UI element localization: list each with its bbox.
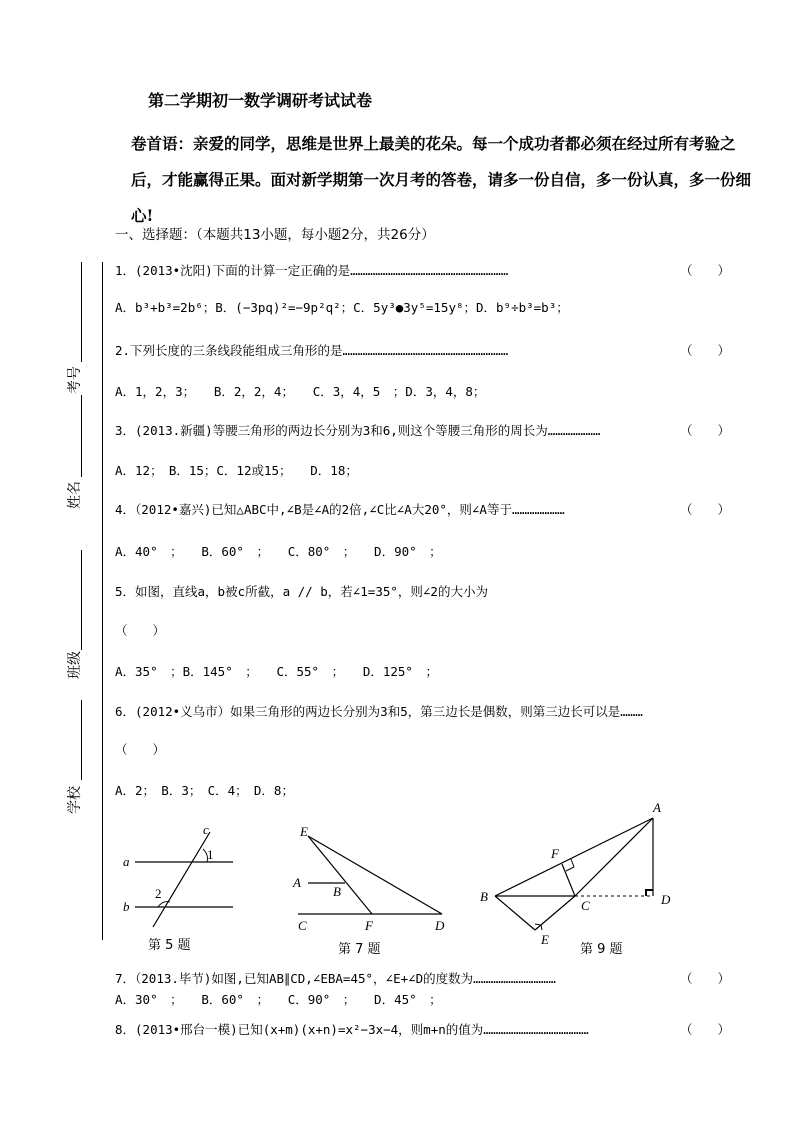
figure-9 bbox=[475, 798, 690, 950]
section-heading: 一、选择题：（本题共13小题，每小题2分，共26分） bbox=[115, 227, 435, 243]
fig9-label-C: C bbox=[581, 898, 590, 913]
question-2-options: A．1，2，3； B．2，2，4； C．3，4，5 ；D．3，4，8； bbox=[115, 384, 486, 399]
figure-7-caption: 第 7 题 bbox=[338, 942, 381, 957]
question-1-options bbox=[115, 298, 569, 316]
xuexiao-line bbox=[81, 700, 82, 780]
preface: 卷首语：亲爱的同学，思维是世界上最美的花朵。每一个成功者都必须在经过所有考验之后，才能赢得正果。面对新学期第一次月考的答卷，请多一份自信，多一份认真，多一份细心! bbox=[131, 134, 752, 225]
question-8-stem: 8．(2013•邢台一模)已知(x+m)(x+n)=x²−3x−4，则m+n的值为…………………………………… bbox=[115, 1022, 589, 1037]
banji-line bbox=[81, 550, 82, 650]
figure-9-caption: 第 9 题 bbox=[580, 942, 623, 957]
question-2-stem: 2.下列长度的三条线段能组成三角形的是………………………………………………………… bbox=[115, 343, 509, 358]
question-6-paren: （ ） bbox=[115, 742, 166, 757]
fig5-label-1: 1 bbox=[207, 847, 214, 862]
figure-5 bbox=[115, 822, 245, 932]
fig5-label-2: 2 bbox=[155, 886, 162, 901]
question-4-stem: 4．（2012•嘉兴)已知△ABC中,∠B是∠A的2倍,∠C比∠A大20°，则∠A等于………………… bbox=[115, 502, 565, 517]
option-end: ； bbox=[556, 300, 569, 315]
question-5-options: A．35° ；B．145° ； C．55° ； D．125° ； bbox=[115, 664, 438, 679]
question-7-options: A．30° ； B．60° ； C．90° ； D．45° ； bbox=[115, 992, 442, 1007]
answer-paren: （ ） bbox=[680, 343, 731, 358]
fig7-label-A: A bbox=[293, 875, 301, 890]
answer-paren: （ ） bbox=[680, 502, 731, 517]
xingming-line bbox=[81, 395, 82, 477]
kaohao-line bbox=[81, 262, 82, 362]
answer-paren: （ ） bbox=[680, 263, 731, 278]
fig7-label-B: B bbox=[333, 884, 341, 899]
answer-paren: （ ） bbox=[680, 971, 731, 986]
question-7-stem: 7．（2013.毕节)如图,已知AB∥CD,∠EBA=45°，∠E+∠D的度数为…………………………… bbox=[115, 971, 556, 986]
fig7-label-F: F bbox=[365, 918, 373, 933]
fig5-label-a: a bbox=[123, 854, 130, 869]
answer-paren: （ ） bbox=[680, 1022, 731, 1037]
question-6-stem: 6．(2012•义乌市）如果三角形的两边长分别为3和5，第三边长是偶数，则第三边长可以是……… bbox=[115, 704, 643, 719]
option-d: ；D．b⁹÷b³=b³ bbox=[463, 300, 557, 315]
fig7-label-D: D bbox=[435, 918, 445, 933]
fig9-label-D: D bbox=[661, 892, 671, 907]
fig7-label-E: E bbox=[300, 824, 308, 839]
fig9-label-E: E bbox=[541, 932, 549, 947]
fig9-label-F: F bbox=[551, 846, 559, 861]
question-5-stem: 5．如图，直线a，b被c所截，a // b，若∠1=35°，则∠2的大小为 bbox=[115, 584, 488, 599]
figure-7 bbox=[290, 822, 460, 937]
side-label-banji: 班级 bbox=[67, 651, 83, 679]
fig9-label-B: B bbox=[480, 889, 488, 904]
option-c: ；C．5y³●3y⁵=15y⁸ bbox=[340, 300, 464, 315]
question-5-paren: （ ） bbox=[115, 623, 166, 638]
side-label-xuexiao: 学校 bbox=[67, 786, 83, 814]
page-title: 第二学期初一数学调研考试试卷 bbox=[148, 91, 373, 110]
question-6-options: A．2； B．3； C．4； D．8； bbox=[115, 783, 294, 798]
binding-line bbox=[102, 262, 103, 940]
fig5-label-b: b bbox=[123, 899, 130, 914]
side-label-kaohao: 考号 bbox=[67, 366, 83, 394]
question-4-options: A．40° ； B．60° ； C．80° ； D．90° ； bbox=[115, 544, 442, 559]
question-1-stem: 1．(2013•沈阳)下面的计算一定正确的是……………………………………………………… bbox=[115, 263, 509, 278]
fig5-label-c: c bbox=[203, 822, 209, 837]
side-label-xingming: 姓名 bbox=[67, 481, 83, 509]
fig7-label-C: C bbox=[298, 918, 307, 933]
answer-paren: （ ） bbox=[680, 423, 731, 438]
fig9-label-A: A bbox=[653, 800, 661, 815]
question-3-options: A．12； B．15；C．12或15； D．18； bbox=[115, 463, 358, 478]
option-a: A．b³+b³=2b⁶ bbox=[115, 300, 203, 315]
figure-5-caption: 第 5 题 bbox=[148, 938, 191, 953]
question-3-stem: 3．(2013.新疆)等腰三角形的两边长分别为3和6,则这个等腰三角形的周长为………………… bbox=[115, 423, 601, 438]
option-b: ；B．(−3pq)²=−9p²q² bbox=[202, 300, 341, 315]
